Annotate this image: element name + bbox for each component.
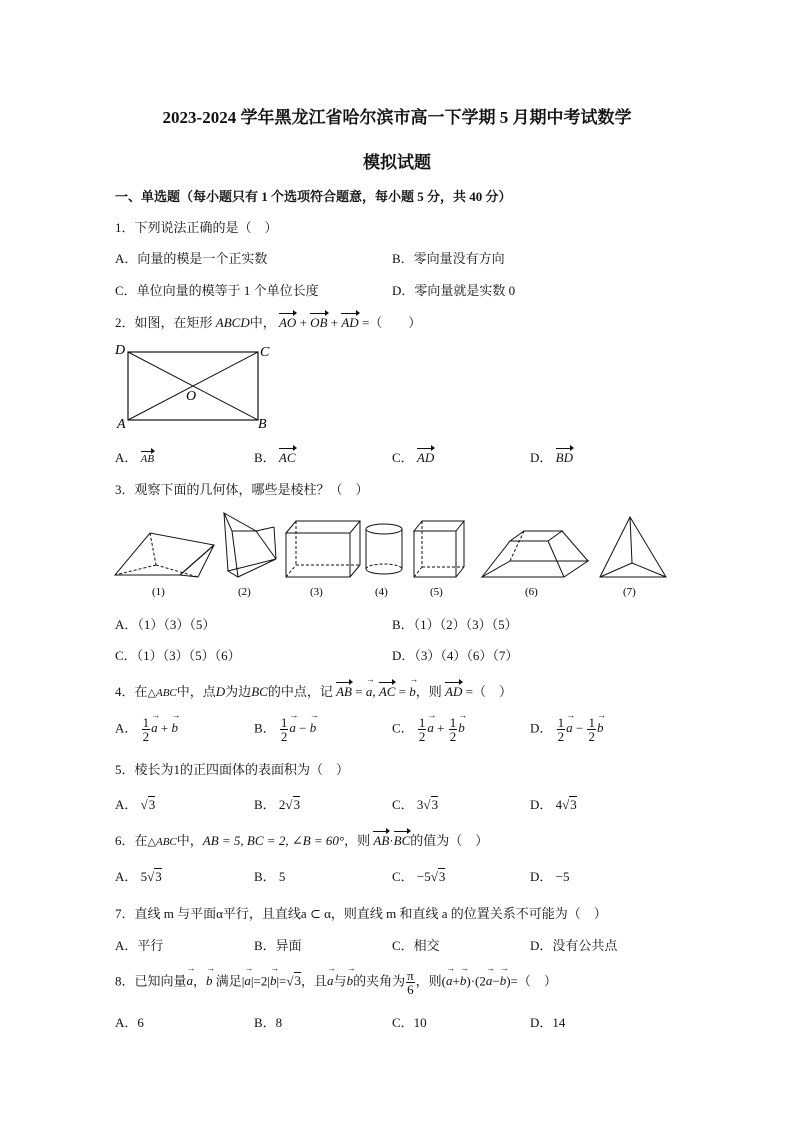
q3-option-d: D．（3）（4）（6）（7） [392, 648, 519, 663]
q7-option-b: B．异面 [254, 938, 302, 953]
q7-stem: 7．直线 m 与平面α平行，且直线a ⊂ α，则直线 m 和直线 a 的位置关系不可能为（ ） [115, 906, 607, 921]
q6-stem: 6．在△ABC中，AB = 5, BC = 2, ∠B = 60°，则 AB·BC的值为（ ） [115, 833, 489, 848]
q8-stem: 8．已知向量→ a，→ b 满足|→ a|=2|→ b|=√3，且→ a与→ b的夹角为 $\frac{\pi}{6}$ ，则(→ a+→ b)·(2→ a−→ b)=（ ） [115, 969, 557, 996]
q8-option-b: B．8 [254, 1015, 283, 1030]
q5-stem: 5．棱长为1的正四面体的表面积为（ ） [115, 762, 350, 777]
caption-3: (3) [310, 586, 323, 598]
q2-option-c: C． AD [392, 450, 435, 465]
caption-5: (5) [430, 586, 443, 598]
q7-option-a: A．平行 [115, 938, 164, 953]
section-heading: 一、单选题（每小题只有 1 个选项符合题意，每小题 5 分，共 40 分） [115, 189, 512, 204]
solid-2-prism [224, 513, 276, 577]
solid-5-prism [414, 521, 464, 577]
q4-option-a: A． $\frac{1}{2}$ → a + → b [115, 716, 178, 743]
q5-option-b: B． 2√3 [254, 797, 301, 812]
q1-stem: 1．下列说法正确的是（ ） [115, 220, 278, 235]
q3-solids-figure [110, 505, 675, 603]
q3-stem: 3．观察下面的几何体，哪些是棱柱？（ ） [115, 482, 369, 497]
q7-option-c: C．相交 [392, 938, 440, 953]
solid-1-prism [115, 533, 214, 577]
label-a: A [117, 417, 126, 432]
q7-option-d: D．没有公共点 [530, 938, 618, 953]
label-c: C [260, 345, 270, 360]
caption-1: (1) [152, 586, 165, 598]
q2-option-d: D． BD [530, 450, 573, 465]
solid-6-frustum [482, 531, 588, 577]
solid-7-pyramid [600, 517, 666, 577]
q3-option-b: B．（1）（2）（3）（5） [392, 617, 518, 632]
solid-4-cylinder [366, 524, 402, 574]
q1-option-d: D．零向量就是实数 0 [392, 283, 516, 298]
q2-option-b: B． AC [254, 450, 296, 465]
q2-option-a: A． AB [115, 450, 155, 465]
q1-option-c: C．单位向量的模等于 1 个单位长度 [115, 283, 319, 298]
caption-4: (4) [375, 586, 388, 598]
q3-option-a: A．（1）（3）（5） [115, 617, 216, 632]
q6-option-a: A． 5√3 [115, 869, 162, 884]
exam-title-line1: 2023-2024 学年黑龙江省哈尔滨市高一下学期 5 月期中考试数学 [162, 108, 632, 127]
caption-6: (6) [525, 586, 538, 598]
q4-stem: 4．在△ABC中，点D为边BC的中点，记 AB = → a, AC = → b，则 AD =（ ） [115, 681, 512, 700]
q4-option-d: D． $\frac{1}{2}$ → a − $\frac{1}{2}$ → b [530, 716, 603, 743]
q1-option-b: B．零向量没有方向 [392, 251, 505, 266]
q5-option-d: D． 4√3 [530, 797, 577, 812]
exam-title-line2: 模拟试题 [363, 153, 431, 172]
q4-option-c: C． $\frac{1}{2}$ → a + $\frac{1}{2}$ → b [392, 716, 465, 743]
solid-3-cuboid [286, 521, 360, 577]
q6-option-d: D． −5 [530, 869, 570, 884]
q2-rectangle-figure [110, 340, 280, 432]
label-d: D [115, 343, 126, 358]
q6-option-b: B． 5 [254, 869, 286, 884]
q2-stem: 2．如图，在矩形 ABCD中， AO + OB + AD =（ ） [115, 315, 422, 330]
q1-option-a: A．向量的模是一个正实数 [115, 251, 268, 266]
label-o: O [186, 389, 197, 404]
q8-option-d: D．14 [530, 1015, 566, 1030]
q4-option-b: B． $\frac{1}{2}$ → a − → b [254, 716, 316, 743]
q8-option-c: C．10 [392, 1015, 427, 1030]
q8-option-a: A．6 [115, 1015, 144, 1030]
label-b: B [258, 417, 267, 432]
caption-7: (7) [623, 586, 636, 598]
q5-option-c: C． 3√3 [392, 797, 439, 812]
q6-option-c: C． −5√3 [392, 869, 446, 884]
caption-2: (2) [238, 586, 251, 598]
q3-option-c: C．（1）（3）（5）（6） [115, 648, 241, 663]
q5-option-a: A． √3 [115, 797, 156, 812]
